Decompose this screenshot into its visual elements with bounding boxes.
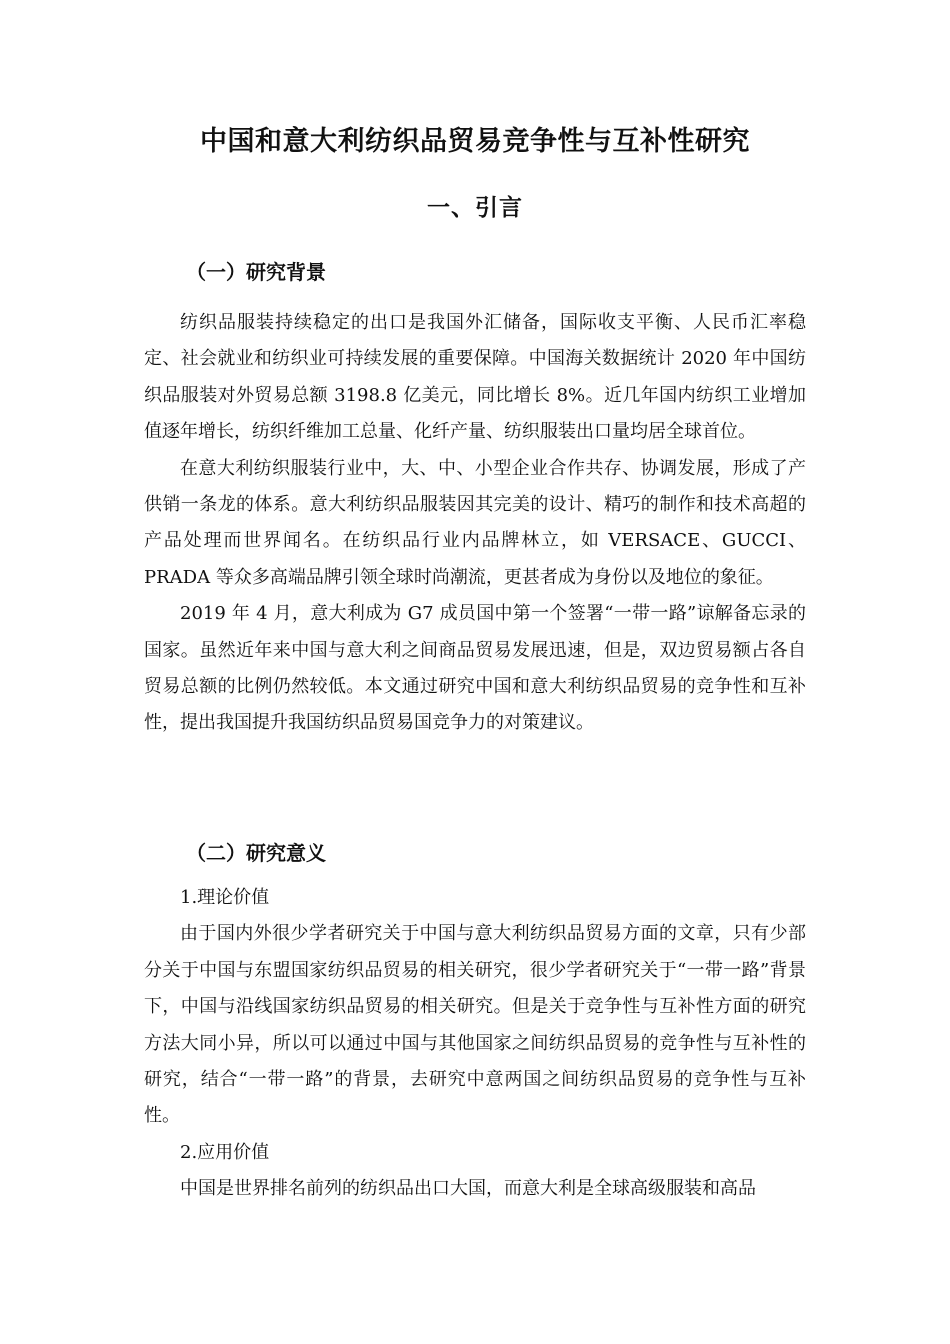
document-title: 中国和意大利纺织品贸易竞争性与互补性研究 xyxy=(200,126,750,157)
subsection-heading-background: （一）研究背景 xyxy=(186,260,326,284)
paragraph-theoretical-value: 由于国内外很少学者研究关于中国与意大利纺织品贸易方面的文章，只有少部分关于中国与东盟国家纺织品贸易的相关研究，很少学者研究关于“一带一路”背景下，中国与沿线国家纺织品贸易的相关研究。但是关于竞争性与互补性方面的研究方法大同小异，所以可以通过中国与其他国家之间纺织品贸易的竞争性与互补性的研究，结合“一带一路”的背景，去研究中意两国之间纺织品贸易的竞争性与互补性。 xyxy=(144,923,806,1127)
paragraph-background-3: 2019 年 4 月，意大利成为 G7 成员国中第一个签署“一带一路”谅解备忘录的国家。虽然近年来中国与意大利之间商品贸易发展迅速，但是，双边贸易额占各自贸易总额的比例仍然较低。本文通过研究中国和意大利纺织品贸易的竞争性和互补性，提出我国提升我国纺织品贸易国竞争力的对策建议。 xyxy=(144,603,806,734)
item-label-applied-value: 2.应用价值 xyxy=(180,1141,270,1163)
significance-section-body xyxy=(144,880,806,1208)
background-section-body xyxy=(144,305,806,742)
paragraph-applied-value: 中国是世界排名前列的纺织品出口大国，而意大利是全球高级服装和高品 xyxy=(180,1178,756,1200)
item-label-theoretical-value: 1.理论价值 xyxy=(180,887,270,908)
paragraph-background-2: 在意大利纺织服装行业中，大、中、小型企业合作共存、协调发展，形成了产供销一条龙的体系。意大利纺织品服装因其完美的设计、精巧的制作和技术高超的产品处理而世界闻名。在纺织品行业内品牌林立，如 VERSACE、GUCCI、PRADA 等众多高端品牌引领全球时尚潮流，更甚者成为身份以及地位的象征。 xyxy=(144,457,806,588)
paragraph-background-1: 纺织品服装持续稳定的出口是我国外汇储备，国际收支平衡、人民币汇率稳定、社会就业和纺织业可持续发展的重要保障。中国海关数据统计 2020 年中国纺织品服装对外贸易总额 3198.8 亿美元，同比增长 8%。近几年国内纺织工业增加值逐年增长，纺织纤维加工总量、化纤产量、纺织服装出口量均居全球首位。 xyxy=(144,312,806,443)
section-heading-introduction: 一、引言 xyxy=(427,194,523,221)
subsection-heading-significance: （二）研究意义 xyxy=(186,841,326,865)
